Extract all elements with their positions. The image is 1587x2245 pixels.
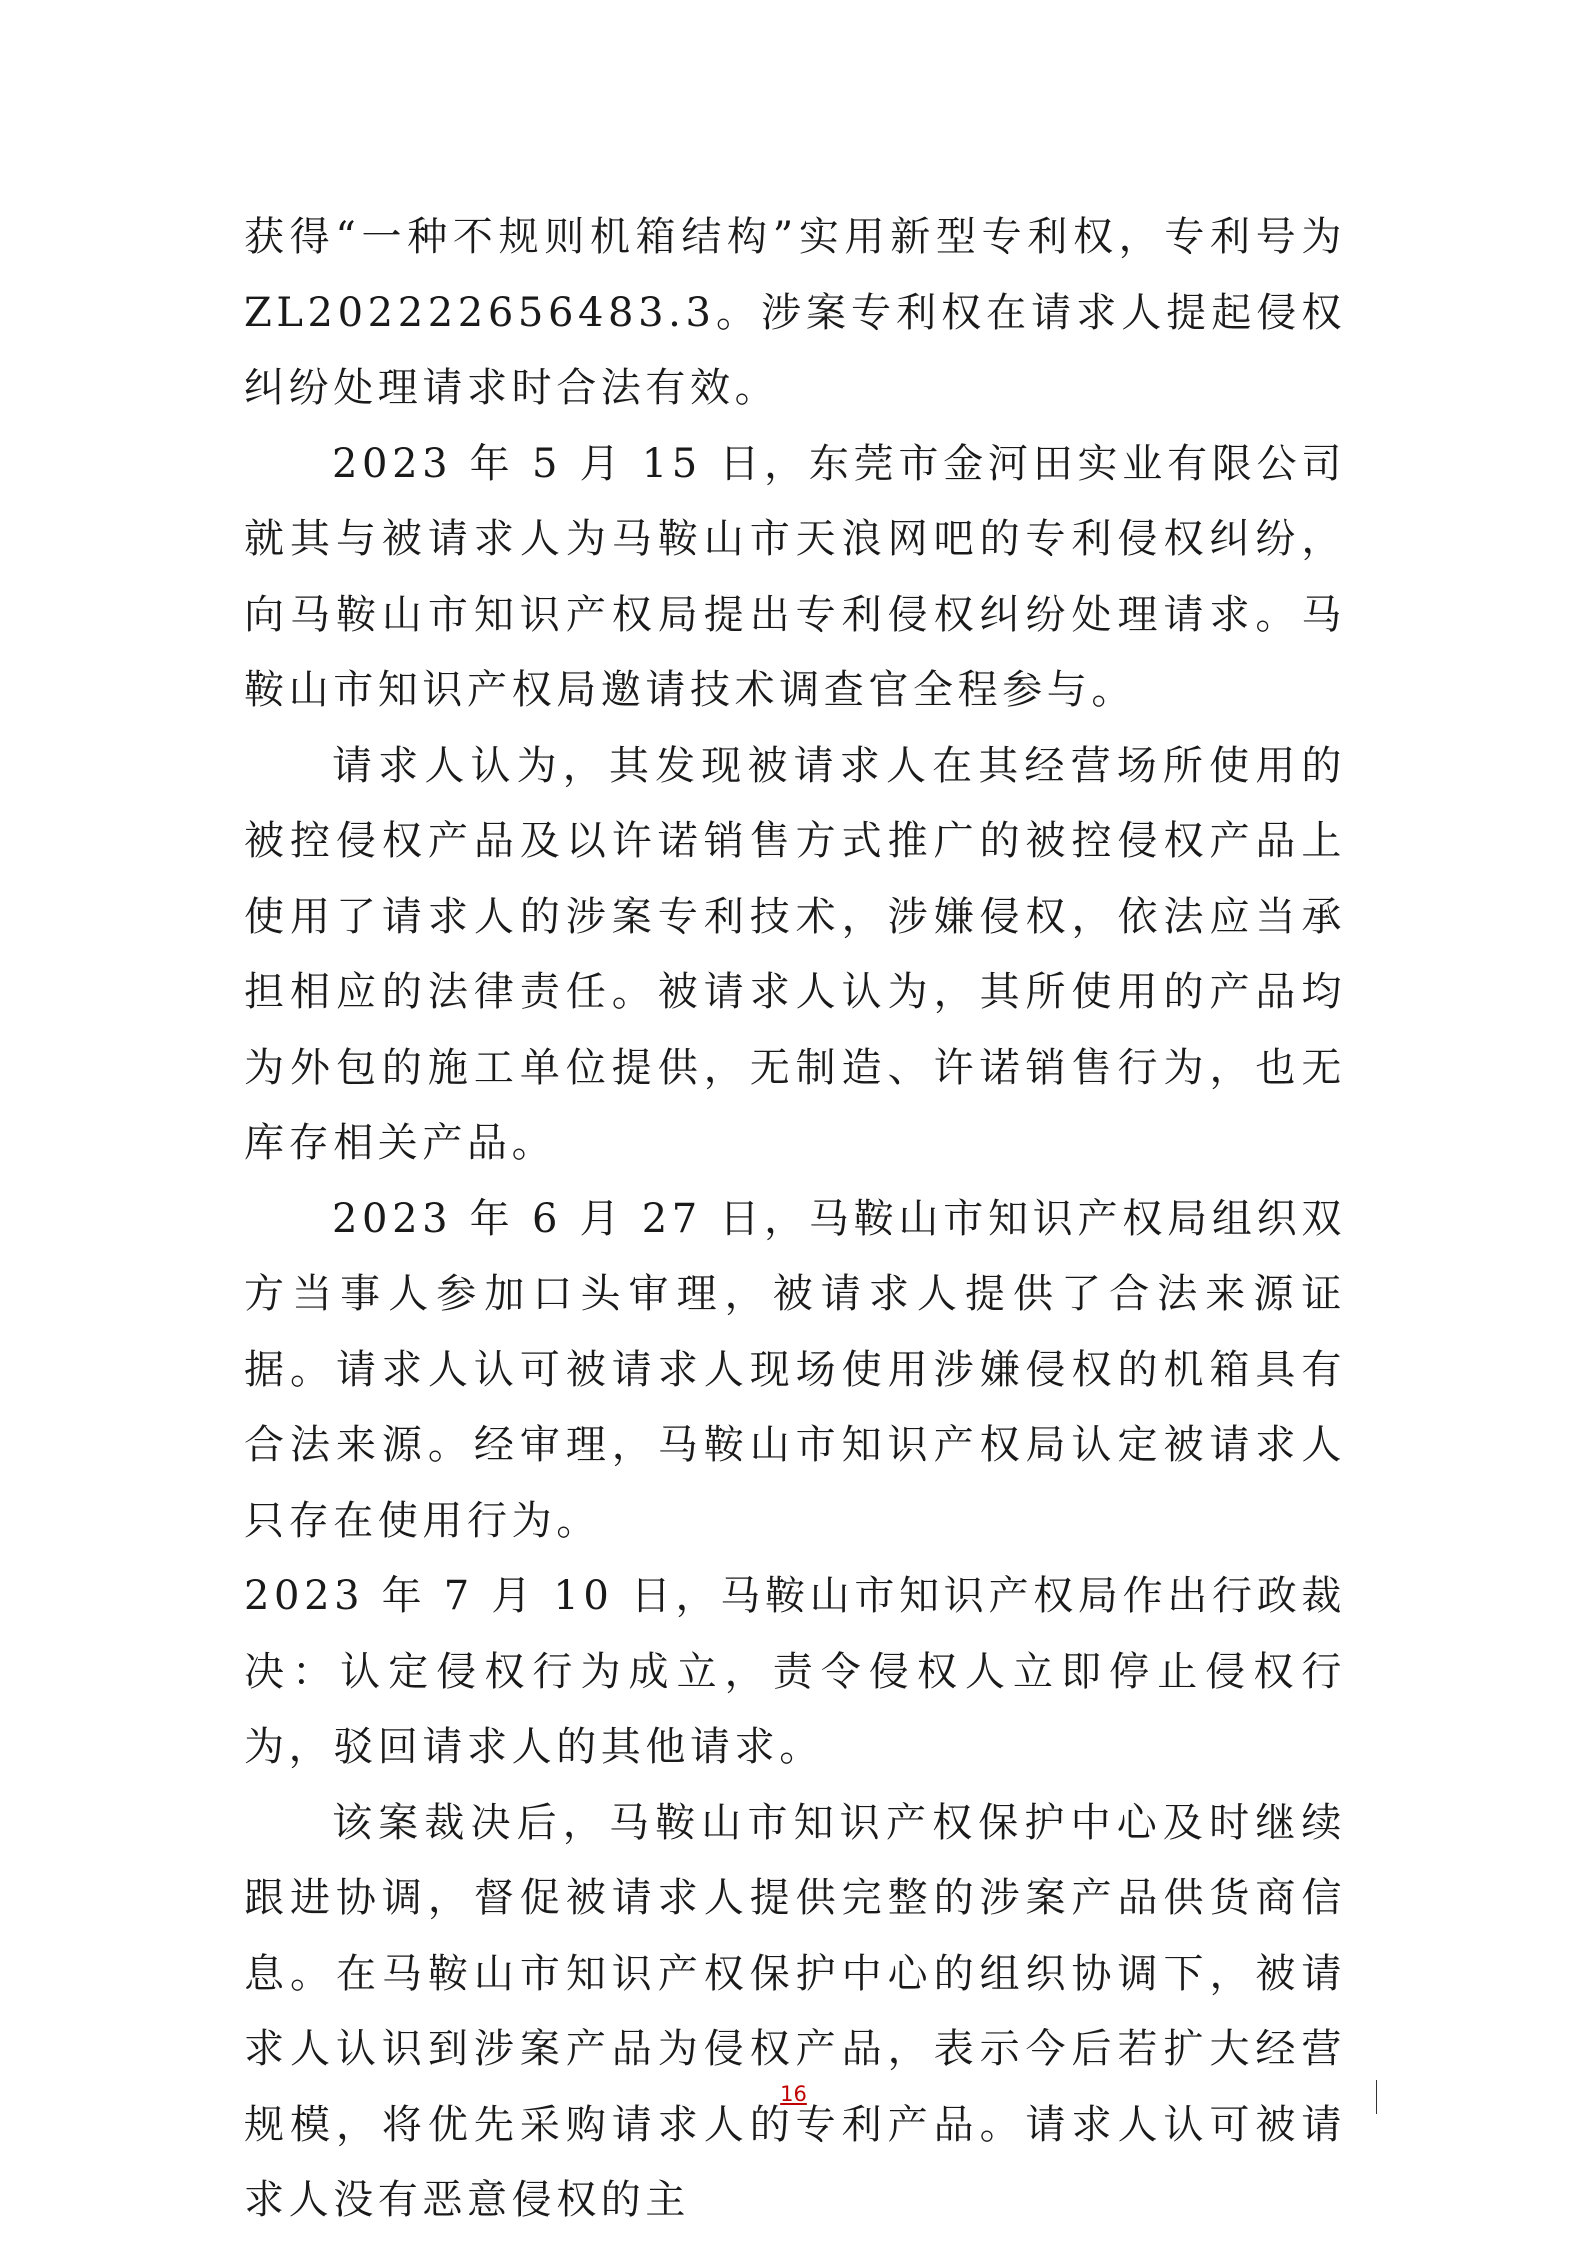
paragraph-request-filed: 2023 年 5 月 15 日，东莞市金河田实业有限公司就其与被请求人为马鞍山市天浪网吧的专利侵权纠纷，向马鞍山市知识产权局提出专利侵权纠纷处理请求。马鞍山市知识产权局邀请技术调查官全程参与。 [244,440,1346,713]
footer-divider [1376,2080,1377,2114]
paragraph-oral-hearing: 2023 年 6 月 27 日，马鞍山市知识产权局组织双方当事人参加口头审理，被请求人提供了合法来源证据。请求人认可被请求人现场使用涉嫌侵权的机箱具有合法来源。经审理，马鞍山市知识产权局认定被请求人只存在使用行为。 [244,1195,1346,1544]
page-number: 16 [780,2082,807,2106]
paragraph-administrative-ruling: 2023 年 7 月 10 日，马鞍山市知识产权局作出行政裁决：认定侵权行为成立，责令侵权人立即停止侵权行为，驳回请求人的其他请求。 [244,1573,1346,1770]
paragraph-party-claims: 请求人认为，其发现被请求人在其经营场所使用的被控侵权产品及以许诺销售方式推广的被控侵权产品上使用了请求人的涉案专利技术，涉嫌侵权，依法应当承担相应的法律责任。被请求人认为，其所使用的产品均为外包的施工单位提供，无制造、许诺销售行为，也无库存相关产品。 [244,742,1346,1166]
page-footer [0,2080,1587,2120]
paragraph-patent-grant: 获得“一种不规则机箱结构”实用新型专利权，专利号为ZL202222656483.3。涉案专利权在请求人提起侵权纠纷处理请求时合法有效。 [244,214,1346,411]
paragraph-follow-up-coordination: 该案裁决后，马鞍山市知识产权保护中心及时继续跟进协调，督促被请求人提供完整的涉案产品供货商信息。在马鞍山市知识产权保护中心的组织协调下，被请求人认识到涉案产品为侵权产品，表示今后若扩大经营规模，将优先采购请求人的专利产品。请求人认可被请求人没有恶意侵权的主 [244,1799,1346,2223]
document-body [244,200,1346,2239]
